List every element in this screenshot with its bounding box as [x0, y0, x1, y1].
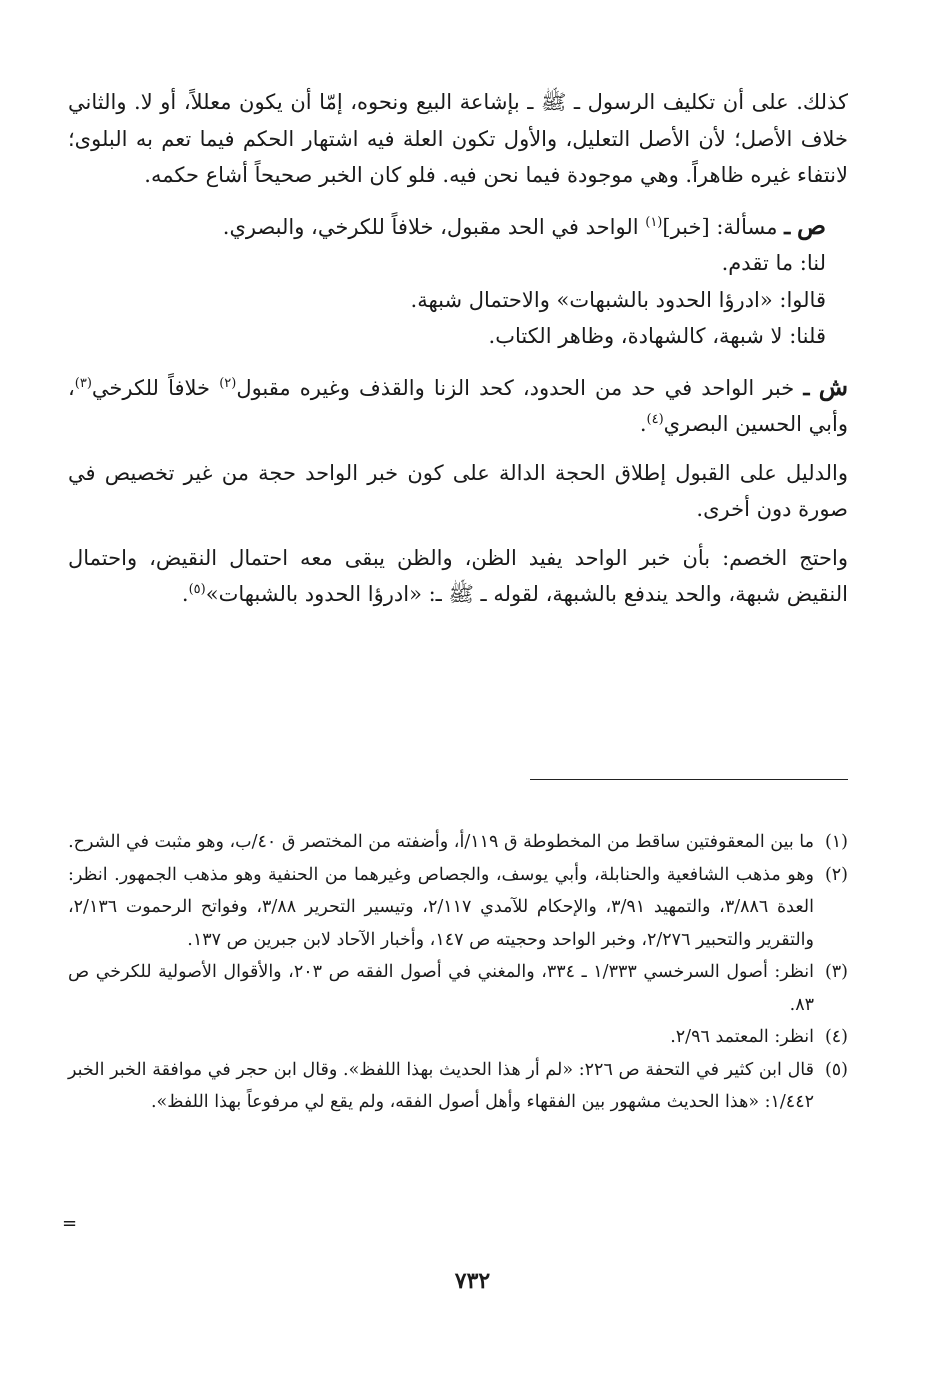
footnote-ref-2[interactable]: (٢)	[219, 375, 237, 391]
paragraph-intro: كذلك. على أن تكليف الرسول ـ ﷺ ـ بإشاعة البيع ونحوه، إمّا أن يكون معللاً، أو لا. والثاني خلاف الأصل؛ لأن الأصل التعليل، والأول تكون العلة فيه اشتهار الحكم فيما تعم به البلوى؛ لانتفاء غيره ظاهراً. وهي موجودة فيما نحن فيه. فلو كان الخبر صحيحاً أشاع حكمه.	[68, 90, 848, 187]
sharh-paragraph	[68, 369, 848, 443]
sharh-text-1: خبر الواحد في حد من الحدود، كحد الزنا والقذف وغيره مقبول	[236, 375, 804, 400]
masala-text-after: الواحد في الحد مقبول، خلافاً للكرخي، والبصري.	[222, 214, 646, 239]
sharh-text-3: ، وأبي الحسين البصري	[68, 375, 848, 436]
footnote-text: قال ابن كثير في التحفة ص ٢٢٦: «لم أر هذا الحديث بهذا اللفظ». وقال ابن حجر في موافقة الخبر الخبر ١/٤٤٢: «هذا الحديث مشهور بين الفقهاء وأهل أصول الفقه، ولم يقع لي مرفوعاً بهذا اللفظ».	[68, 1059, 814, 1112]
continuation-mark: =	[62, 1213, 78, 1234]
sad-mark: ص	[796, 210, 826, 240]
masala-line-lana: لنا: ما تقدم.	[721, 251, 826, 275]
footnote-text: انظر: المعتمد ٢/٩٦.	[670, 1027, 814, 1047]
khasm-text: واحتج الخصم: بأن خبر الواحد يفيد الظن، والظن يبقى معه احتمال النقيض، واحتمال النقيض شبهة، والحد يندفع بالشبهة، لقوله ـ ﷺ ـ: «ادرؤا الحدود بالشبهات»	[68, 545, 848, 606]
sharh-text-2: خلافاً للكرخي	[91, 375, 220, 400]
sharh-text-4: .	[639, 412, 647, 436]
footnote-1	[68, 826, 848, 859]
footnote-3	[68, 956, 848, 1021]
footnote-number: (١)	[824, 832, 848, 852]
masala-text-before: مسألة: [خبر]	[662, 214, 785, 239]
main-text	[68, 84, 848, 613]
masala-line-qulna: قلنا: لا شبهة، كالشهادة، وظاهر الكتاب.	[488, 324, 826, 348]
footnote-text: ما بين المعقوفتين ساقط من المخطوطة ق ١١٩/أ، وأضفته من المختصر ق ٤٠/ب، وهو مثبت في الشرح.	[68, 832, 814, 852]
footnotes	[68, 826, 848, 1119]
footnote-ref-4[interactable]: (٤)	[646, 412, 664, 427]
footnote-number: (٢)	[824, 864, 848, 885]
footnote-number: (٤)	[824, 1027, 848, 1047]
masala-heading	[68, 208, 848, 246]
footnote-4	[68, 1021, 848, 1054]
masala-block	[68, 208, 848, 355]
shin-mark: ش	[818, 371, 848, 401]
footnote-ref-5[interactable]: (٥)	[188, 582, 206, 597]
paragraph-khasm	[68, 540, 848, 613]
footnote-5	[68, 1054, 848, 1119]
footnote-number: (٣)	[824, 962, 848, 982]
page-number: ٧٣٢	[454, 1268, 491, 1294]
khasm-end: .	[181, 582, 189, 606]
footnote-text: انظر: أصول السرخسي ١/٣٣٣ ـ ٣٣٤، والمغني في أصول الفقه ص ٢٠٣، والأقوال الأصولية للكرخي ص ٨٣.	[68, 962, 814, 1015]
sharh-dash: ـ	[803, 374, 810, 400]
footnote-ref-1[interactable]: (١)	[645, 214, 663, 230]
masala-dash: ـ	[784, 213, 791, 239]
footnote-ref-3[interactable]: (٣)	[74, 375, 92, 391]
paragraph-dalil: والدليل على القبول إطلاق الحجة الدالة على كون خبر الواحد حجة من غير تخصيص في صورة دون أخرى.	[68, 460, 848, 521]
masala-line-qalu: قالوا: «ادرؤا الحدود بالشبهات» والاحتمال شبهة.	[410, 287, 826, 312]
footnote-2	[68, 859, 848, 957]
footnote-text: وهو مذهب الشافعية والحنابلة، وأبي يوسف، والجصاص وغيرهما من الحنفية وهو مذهب الجمهور. انظر: العدة ٣/٨٨٦، والتمهيد ٣/٩١، والإحكام للآمدي ٢/١١٧، وتيسير التحرير ٣/٨٨، وفواتح الرحموت ٢/١٣٦، والتقرير والتحبير ٢/٢٧٦، وخبر الواحد وحجيته ص ١٤٧، وأخبار الآحاد لابن جبرين ص ١٣٧.	[68, 864, 814, 950]
footnote-number: (٥)	[824, 1059, 848, 1080]
footnote-separator	[530, 779, 848, 780]
